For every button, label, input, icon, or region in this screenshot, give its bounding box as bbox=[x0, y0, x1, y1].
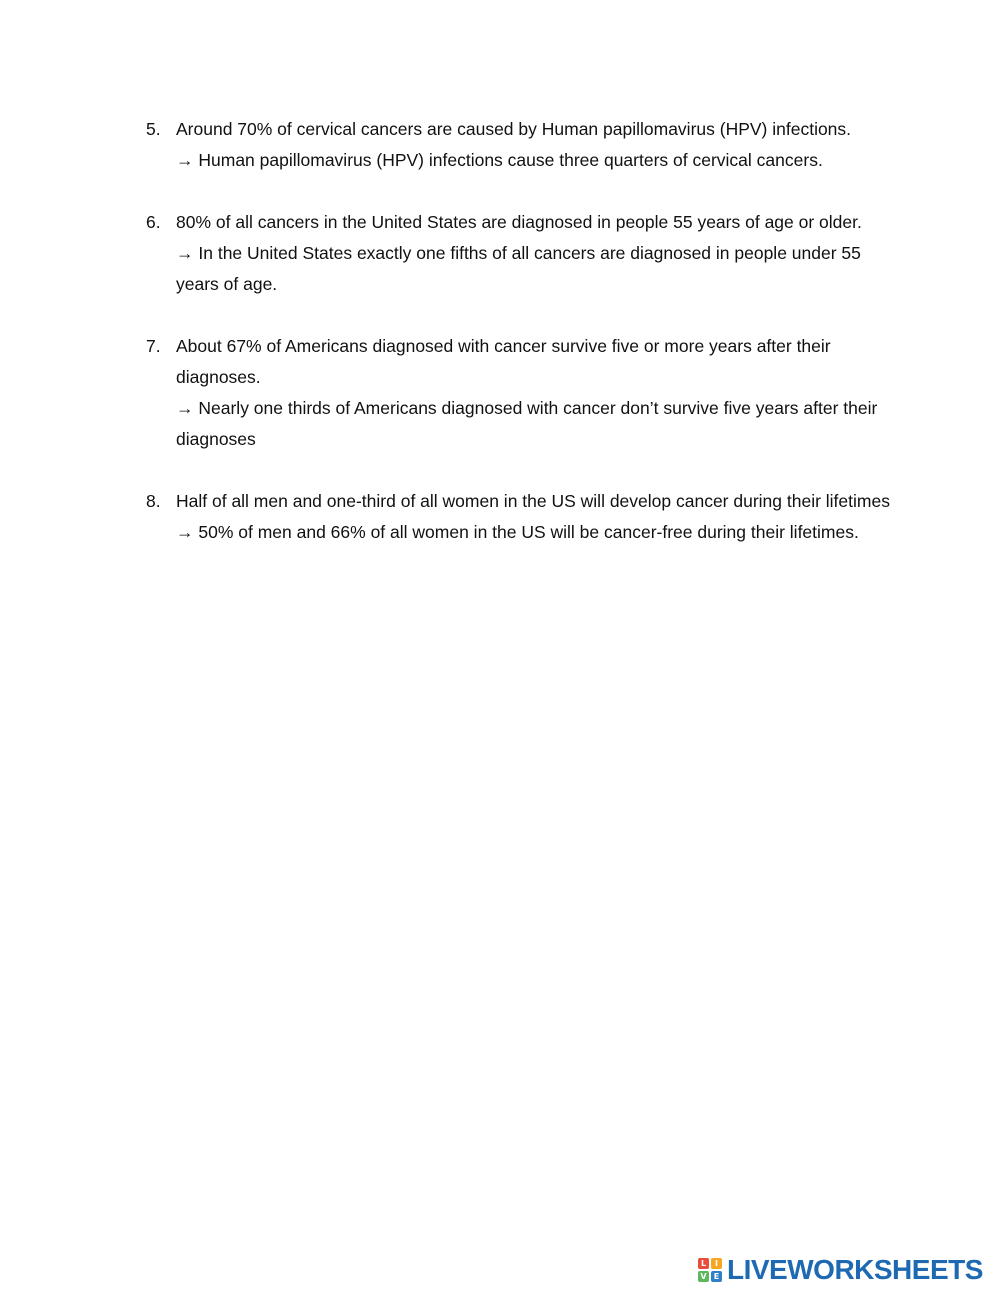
item-statement: Around 70% of cervical cancers are caused by Human papillomavirus (HPV) infections. bbox=[176, 119, 852, 139]
arrow-right-icon: → bbox=[176, 522, 194, 542]
logo-text: LIVEWORKSHEETS bbox=[727, 1254, 983, 1285]
item-number: 7. bbox=[146, 336, 161, 356]
item-statement: Half of all men and one-third of all women in the US will develop cancer during their lifetimes bbox=[176, 491, 890, 511]
item-rewrite: Human papillomavirus (HPV) infections cause three quarters of cervical cancers. bbox=[198, 150, 823, 170]
statement-list bbox=[146, 114, 906, 579]
arrow-right-icon: → bbox=[176, 243, 194, 263]
item-number: 6. bbox=[146, 212, 161, 232]
liveworksheets-logo bbox=[698, 1255, 983, 1285]
item-statement: 80% of all cancers in the United States are diagnosed in people 55 years of age or older. bbox=[176, 212, 862, 232]
item-rewrite-line bbox=[176, 393, 906, 455]
logo-mark-cell: L bbox=[698, 1258, 709, 1269]
item-rewrite: In the United States exactly one fifths of all cancers are diagnosed in people under 55 years of age. bbox=[176, 243, 861, 294]
item-number: 8. bbox=[146, 491, 161, 511]
list-item bbox=[146, 114, 906, 176]
item-rewrite-line bbox=[176, 517, 906, 548]
list-item bbox=[146, 207, 906, 300]
list-item bbox=[146, 486, 906, 548]
logo-mark-cell: V bbox=[698, 1271, 709, 1282]
arrow-right-icon: → bbox=[176, 398, 194, 418]
item-rewrite: Nearly one thirds of Americans diagnosed with cancer don’t survive five years after their diagnoses bbox=[176, 398, 878, 449]
logo-mark-icon bbox=[698, 1258, 722, 1282]
item-rewrite: 50% of men and 66% of all women in the US will be cancer-free during their lifetimes. bbox=[198, 522, 859, 542]
item-statement: About 67% of Americans diagnosed with cancer survive five or more years after their diagnoses. bbox=[176, 336, 831, 387]
item-number: 5. bbox=[146, 119, 161, 139]
logo-mark-cell: E bbox=[711, 1271, 722, 1282]
item-rewrite-line bbox=[176, 238, 906, 300]
list-item bbox=[146, 331, 906, 455]
arrow-right-icon: → bbox=[176, 150, 194, 170]
item-rewrite-line bbox=[176, 145, 906, 176]
logo-mark-cell: I bbox=[711, 1258, 722, 1269]
